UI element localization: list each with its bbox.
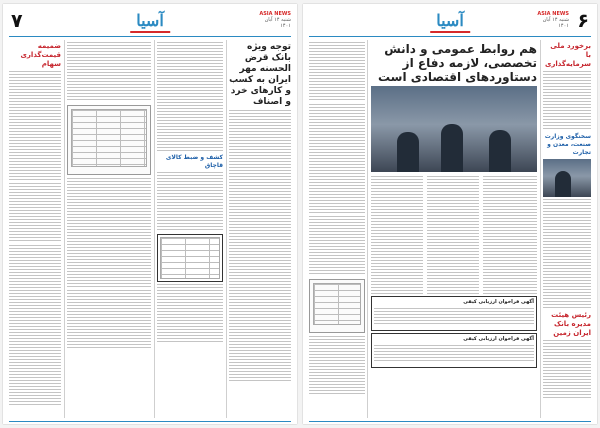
masthead-meta: ASIA NEWS شنبه ۱۴ آبان ۱۴۰۱ <box>259 11 291 29</box>
side-photo <box>543 159 591 197</box>
notice-box <box>157 234 223 282</box>
main-headline: هم روابط عمومی و دانش تخصصی، لازمه دفاع از دستاوردهای اقتصادی است <box>377 42 537 84</box>
left-headline-1: سخنگوی وزارت صنعت، معدن و تجارت <box>544 133 591 156</box>
page-right <box>303 4 597 424</box>
column-d <box>229 40 291 418</box>
brand-logo: آسیا <box>436 11 464 30</box>
column-left <box>309 40 365 418</box>
masthead-meta: ASIA NEWS شنبه ۱۴ آبان ۱۴۰۱ <box>537 11 569 29</box>
side-headline: برخورد ملی با سرمایه‌گذاری <box>544 42 591 68</box>
masthead <box>3 10 297 34</box>
column-right <box>543 40 591 418</box>
ad-box <box>67 105 151 175</box>
column-b <box>67 40 151 418</box>
column-c <box>157 40 223 418</box>
notice-box-2: آگهی فراخوان ارزیابی کیفی <box>371 333 537 368</box>
notice-box-1: آگهی فراخوان ارزیابی کیفی <box>371 296 537 331</box>
side-headline: ضمیمه قیمت‌گذاری سهام <box>20 42 61 68</box>
masthead <box>303 10 597 34</box>
main-headline: توجه ویژه بانک قرض الحسنه مهر ایران به کسب و کارهای خرد و اصناف <box>229 42 291 107</box>
mid-headline: کشف و ضبط کالای قاچاق <box>165 154 223 169</box>
ad-box <box>309 279 365 333</box>
page-number: ۷ <box>11 10 23 32</box>
brand-logo: آسیا <box>136 11 164 30</box>
news-photo <box>371 86 537 172</box>
column-center <box>371 40 537 418</box>
column-a <box>9 40 61 418</box>
left-headline-2: رئیس هیئت مدیره بانک ایران زمین <box>551 311 591 337</box>
page-left <box>3 4 297 424</box>
page-number: ۶ <box>577 10 589 32</box>
